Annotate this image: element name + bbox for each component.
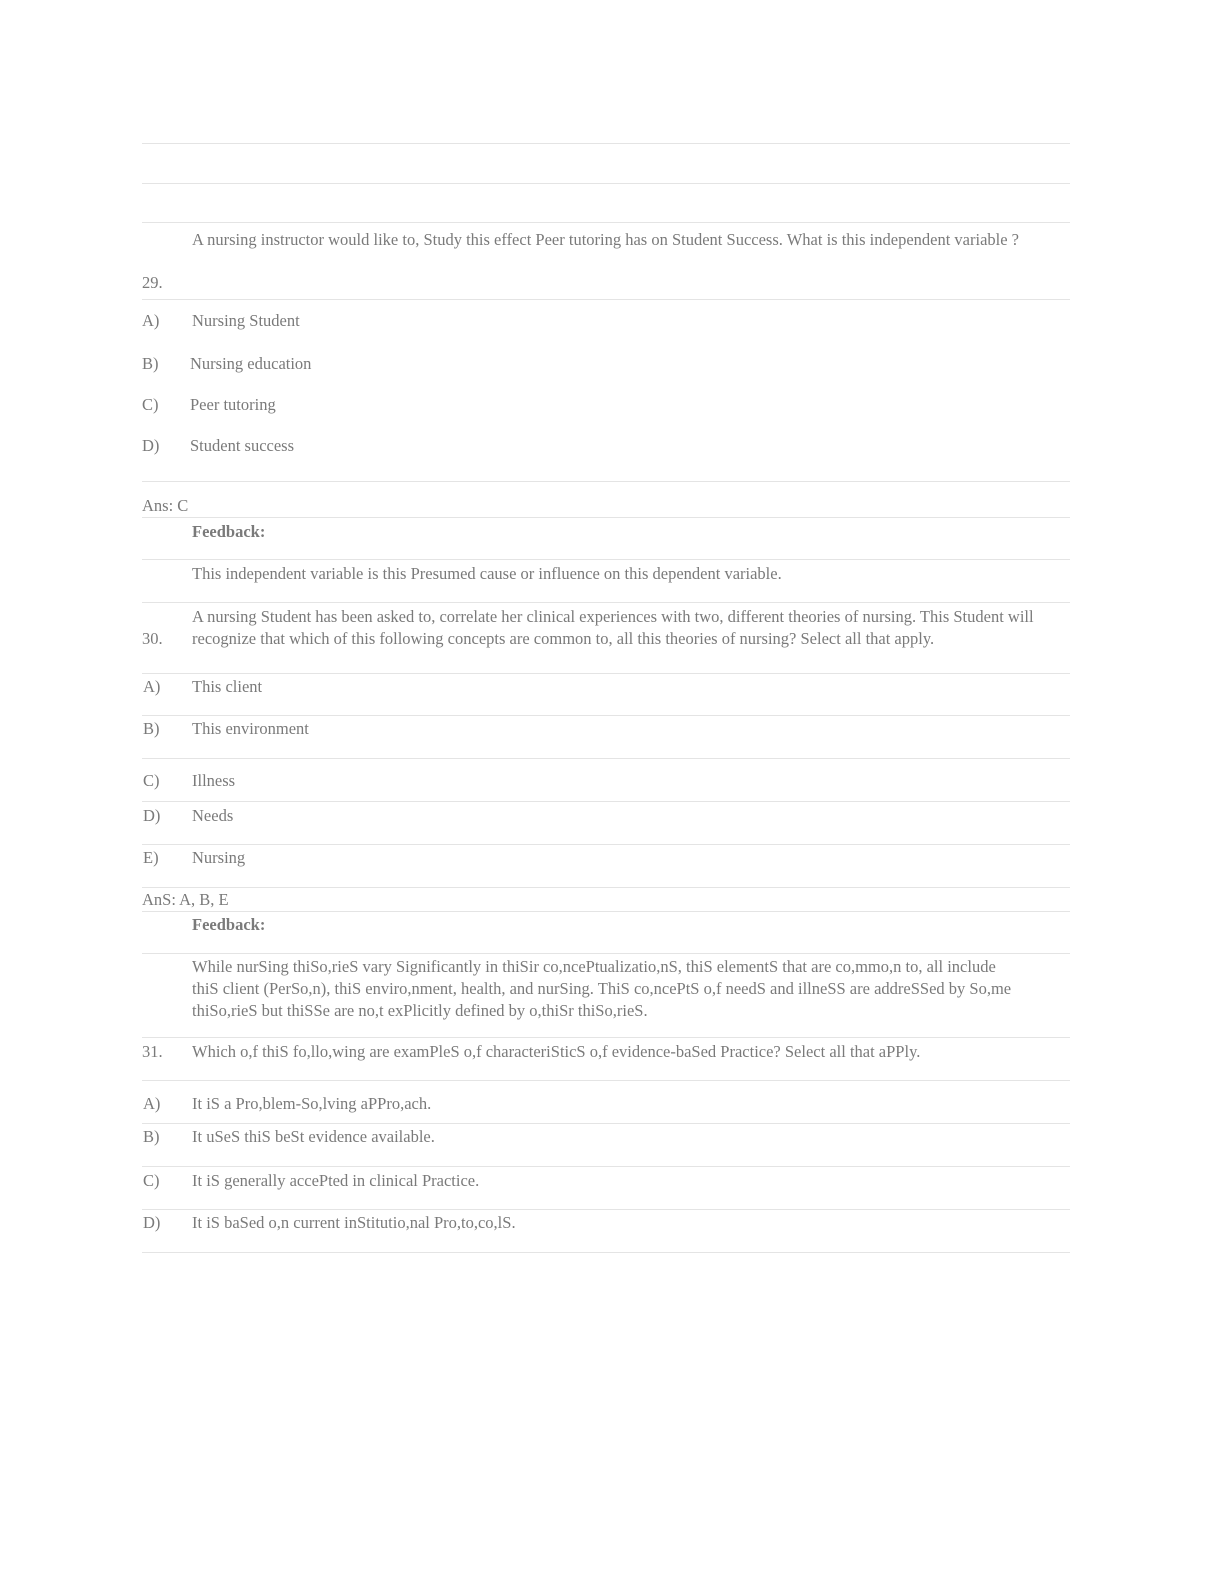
- feedback-text: This independent variable is this Presumed cause or influence on this dependent variable.: [192, 564, 782, 583]
- rule-line: [142, 559, 1070, 560]
- rule-line: [142, 673, 1070, 674]
- feedback-text: While nurSing thiSo,rieS vary Significantly in thiSir co,ncePtualizatio,nS, thiS elementS that are co,mmo,n to, all include thiS client (PerSo,n), thiS enviro,nment, health, and nurSing. ThiS co,ncePtS o,f needS and illneSS are addreSSed by So,me thiSo,rieS but thiSSe are no,t exPlicitly defined by o,thiSr thiSo,rieS.: [192, 957, 1012, 1020]
- option-letter: B): [142, 354, 159, 373]
- option-text: Peer tutoring: [190, 395, 276, 414]
- rule-line: [142, 143, 1070, 144]
- rule-line: [142, 801, 1070, 802]
- rule-line: [142, 1252, 1070, 1253]
- rule-line: [142, 299, 1070, 300]
- option-letter: B): [143, 1127, 160, 1146]
- rule-line: [142, 183, 1070, 184]
- option-letter: C): [143, 1171, 160, 1190]
- option-text: Nursing: [192, 848, 246, 867]
- option-text: Nursing education: [190, 354, 312, 373]
- rule-line: [142, 602, 1070, 603]
- option-text: It uSeS thiS beSt evidence available.: [192, 1127, 435, 1146]
- rule-line: [142, 953, 1070, 954]
- rule-line: [142, 1080, 1070, 1081]
- option-text: It iS generally accePted in clinical Practice.: [192, 1171, 480, 1190]
- option-text: Student success: [190, 436, 295, 455]
- rule-line: [142, 1123, 1070, 1124]
- rule-line: [142, 911, 1070, 912]
- question-number: 30.: [142, 629, 163, 648]
- rule-line: [142, 715, 1070, 716]
- option-letter: B): [143, 719, 160, 738]
- feedback-label: Feedback:: [192, 915, 266, 934]
- option-letter: E): [143, 848, 159, 867]
- option-letter: C): [143, 771, 160, 790]
- question-text: A nursing Student has been asked to, correlate her clinical experiences with two, different theories of nursing. This Student will recognize that which of this following concepts are common to, all this theories of nursing? Select all that apply.: [192, 607, 1034, 648]
- question-text: A nursing instructor would like to, Study this effect Peer tutoring has on Student Success. What is this independent variable ?: [192, 230, 1020, 249]
- option-text: Nursing Student: [192, 311, 300, 330]
- rule-line: [142, 517, 1070, 518]
- option-text: It iS a Pro,blem-So,lving aPPro,ach.: [192, 1094, 432, 1113]
- option-text: This client: [192, 677, 263, 696]
- answer: Ans: C: [142, 496, 189, 515]
- option-letter: D): [143, 1213, 161, 1232]
- option-text: It iS baSed o,n current inStitutio,nal Pro,to,co,lS.: [192, 1213, 516, 1232]
- answer: AnS: A, B, E: [142, 890, 229, 909]
- feedback-label: Feedback:: [192, 522, 266, 541]
- rule-line: [142, 1166, 1070, 1167]
- rule-line: [142, 481, 1070, 482]
- option-text: Needs: [192, 806, 234, 825]
- rule-line: [142, 1037, 1070, 1038]
- option-letter: C): [142, 395, 159, 414]
- rule-line: [142, 1209, 1070, 1210]
- question-number: 29.: [142, 273, 163, 292]
- question-number: 31.: [142, 1042, 163, 1061]
- rule-line: [142, 887, 1070, 888]
- option-letter: A): [142, 311, 160, 330]
- option-text: Illness: [192, 771, 236, 790]
- rule-line: [142, 222, 1070, 223]
- option-letter: D): [143, 806, 161, 825]
- option-letter: A): [143, 677, 161, 696]
- option-text: This environment: [192, 719, 309, 738]
- question-text: Which o,f thiS fo,llo,wing are examPleS o,f characteriSticS o,f evidence-baSed Practice? Select all that aPPly.: [192, 1042, 921, 1061]
- rule-line: [142, 758, 1070, 759]
- option-letter: D): [142, 436, 160, 455]
- option-letter: A): [143, 1094, 161, 1113]
- rule-line: [142, 844, 1070, 845]
